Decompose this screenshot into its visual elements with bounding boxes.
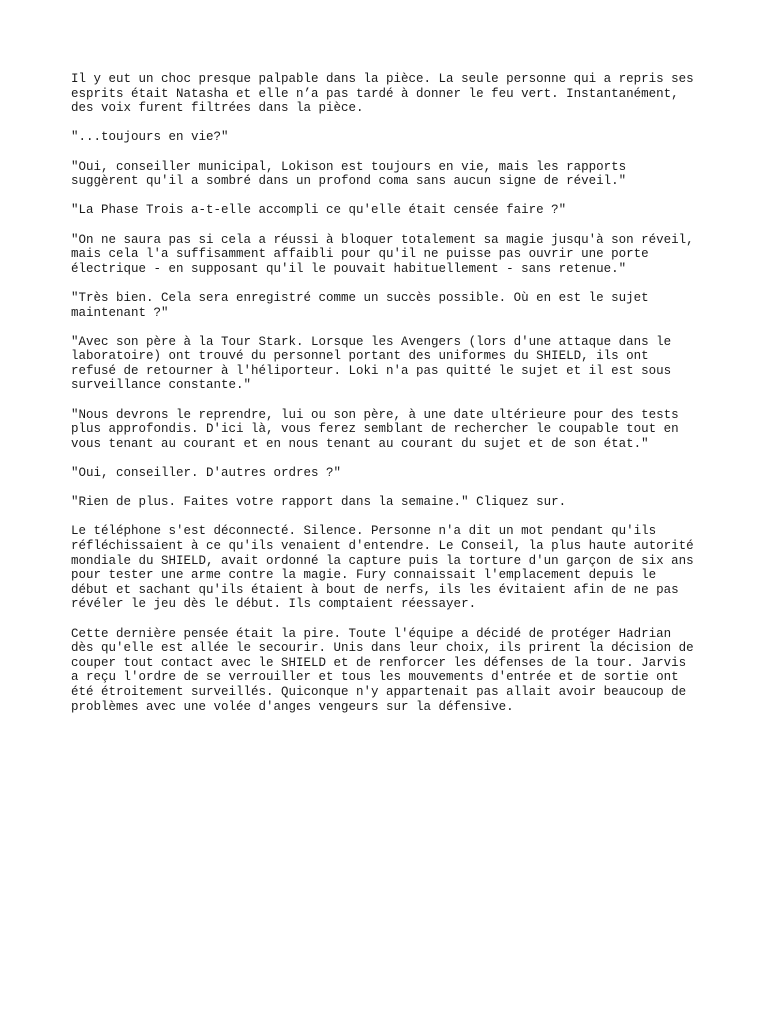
paragraph-10: "Rien de plus. Faites votre rapport dans la semaine." Cliquez sur. — [71, 495, 567, 510]
paragraph-5: "On ne saura pas si cela a réussi à bloquer totalement sa magie jusqu'à son réveil, mais cela l'a suffisamment affaibli pour qu'il ne puisse pas ouvrir une porte électrique - en supposant qu'il le pouvait habituellement - sans retenue." — [71, 232, 694, 276]
paragraph-3: "Oui, conseiller municipal, Lokison est toujours en vie, mais les rapports suggèrent qu'il a sombré dans un profond coma sans aucun signe de réveil." — [71, 159, 627, 189]
paragraph-2: "...toujours en vie?" — [71, 130, 229, 145]
paragraph-12: Cette dernière pensée était la pire. Toute l'équipe a décidé de protéger Hadrian dès qu'elle est allée le secourir. Unis dans leur choix, ils prirent la décision de couper tout contact avec le SHIELD et de renforcer les défenses de la tour. Jarvis a reçu l'ordre de se verrouiller et tous les mouvements d'entrée et de sortie ont été étroitement surveillés. Quiconque n'y appartenait pas allait avoir beaucoup de problèmes avec une volée d'anges vengeurs sur la défensive. — [71, 626, 694, 714]
paragraph-6: "Très bien. Cela sera enregistré comme un succès possible. Où en est le sujet maintenant ?" — [71, 290, 649, 320]
paragraph-7: "Avec son père à la Tour Stark. Lorsque les Avengers (lors d'une attaque dans le laboratoire) ont trouvé du personnel portant des uniformes du SHIELD, ils ont refusé de retourner à l'héliporteur. Loki n'a pas quitté le sujet et il est sous surveillance constante." — [71, 334, 672, 393]
paragraph-11: Le téléphone s'est déconnecté. Silence. Personne n'a dit un mot pendant qu'ils réfléchissaient à ce qu'ils venaient d'entendre. Le Conseil, la plus haute autorité mondiale du SHIELD, avait ordonné la capture puis la torture d'un garçon de six ans pour tester une arme contre la magie. Fury connaissait l'emplacement depuis le début et sachant qu'ils étaient à bout de nerfs, ils les évitaient afin de ne pas révéler le jeu dès le début. Ils comptaient réessayer. — [71, 524, 694, 612]
paragraph-1: Il y eut un choc presque palpable dans la pièce. La seule personne qui a repris ses esprits était Natasha et elle n’a pas tardé à donner le feu vert. Instantanément, des voix furent filtrées dans la pièce. — [71, 72, 694, 116]
paragraph-9: "Oui, conseiller. D'autres ordres ?" — [71, 466, 342, 481]
paragraph-4: "La Phase Trois a-t-elle accompli ce qu'elle était censée faire ?" — [71, 203, 567, 218]
paragraph-8: "Nous devrons le reprendre, lui ou son père, à une date ultérieure pour des tests plus approfondis. D'ici là, vous ferez semblant de rechercher le coupable tout en vous tenant au courant et en nous tenant au courant du sujet et de son état." — [71, 407, 679, 451]
document-page — [71, 72, 701, 729]
